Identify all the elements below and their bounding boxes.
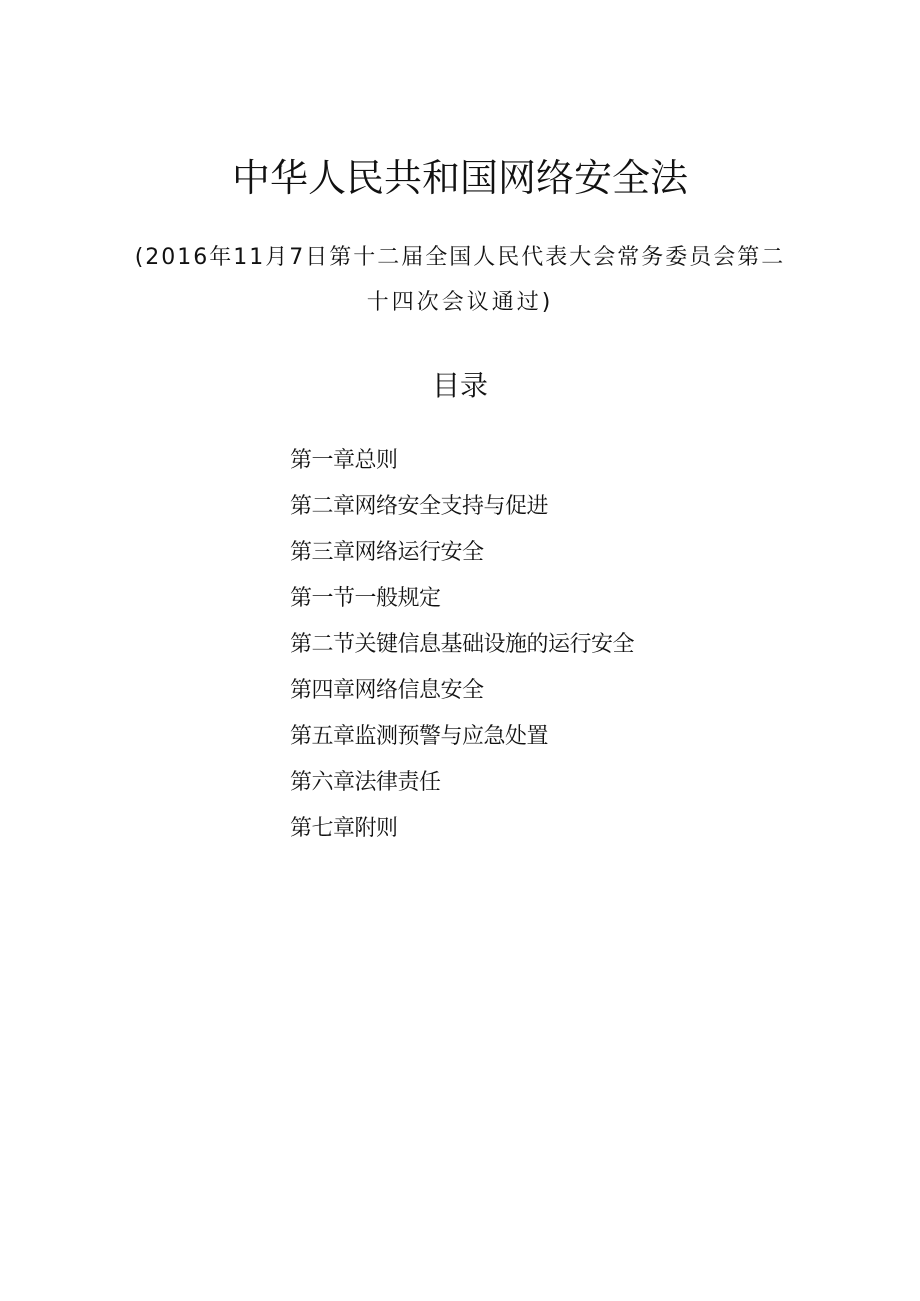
toc-item-chapter-6: 第六章法律责任 bbox=[290, 770, 441, 795]
adoption-note-line-1: (2016年11月7日第十二届全国人民代表大会常务委员会第二 bbox=[134, 245, 786, 270]
toc-item-section-2: 第二节关键信息基础设施的运行安全 bbox=[290, 632, 635, 657]
toc-item-chapter-5: 第五章监测预警与应急处置 bbox=[290, 724, 549, 749]
document-title: 中华人民共和国网络安全法 bbox=[231, 156, 688, 200]
toc-item-chapter-4: 第四章网络信息安全 bbox=[290, 678, 484, 703]
toc-heading: 目录 bbox=[431, 369, 488, 402]
toc-item-section-1: 第一节一般规定 bbox=[290, 586, 441, 611]
toc-item-chapter-3: 第三章网络运行安全 bbox=[290, 540, 484, 565]
adoption-note-line-2: 十四次会议通过) bbox=[366, 290, 554, 315]
toc-item-chapter-1: 第一章总则 bbox=[290, 448, 398, 473]
toc-item-chapter-7: 第七章附则 bbox=[290, 816, 398, 841]
toc-item-chapter-2: 第二章网络安全支持与促进 bbox=[290, 494, 549, 519]
table-of-contents bbox=[290, 438, 634, 852]
